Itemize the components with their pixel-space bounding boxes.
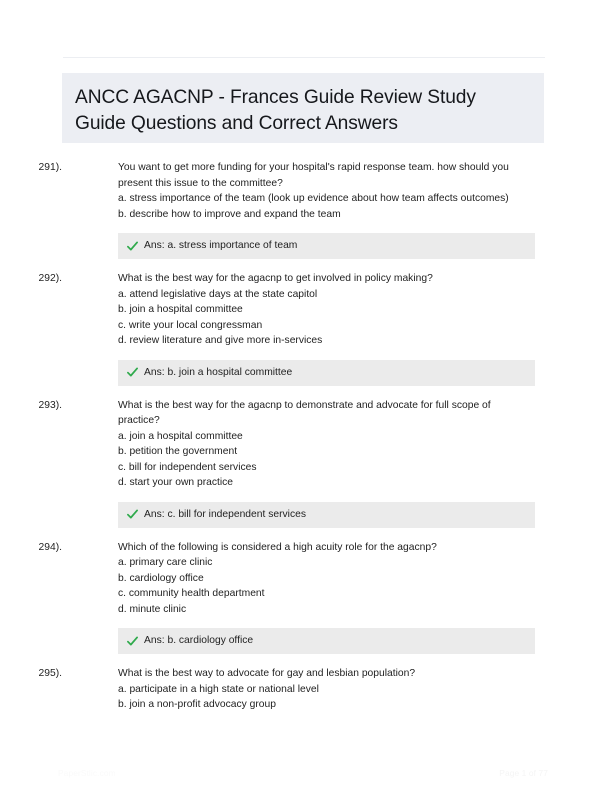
correct-answer-box xyxy=(118,502,535,528)
check-icon xyxy=(127,509,138,520)
question-number: 293). xyxy=(38,399,62,411)
question-prompt: What is the best way for the agacnp to demonstrate and advocate for full scope of practice? xyxy=(118,399,491,426)
question-number: 292). xyxy=(38,273,62,284)
question-body xyxy=(118,398,535,491)
correct-answer-text: Ans: a. stress importance of team xyxy=(144,240,298,251)
answer-choice[interactable]: d. start your own practice xyxy=(118,477,234,488)
correct-answer-box xyxy=(118,233,535,259)
correct-answer-text: Ans: b. cardiology office xyxy=(144,635,254,646)
document-header xyxy=(62,73,544,143)
question-body xyxy=(118,666,535,713)
answer-choice[interactable]: b. cardiology office xyxy=(118,572,204,584)
answer-choice[interactable]: a. stress importance of the team (look up evidence about how team affects outcomes) xyxy=(118,193,509,204)
question-prompt: Which of the following is considered a high acuity role for the agacnp? xyxy=(118,541,437,553)
answer-choice[interactable]: b. describe how to improve and expand the team xyxy=(118,208,341,220)
correct-answer-text: Ans: b. join a hospital committee xyxy=(144,366,293,378)
answer-choice[interactable]: c. bill for independent services xyxy=(118,461,257,473)
page-number-label: Page 1 of 77 xyxy=(499,768,548,778)
answer-choice[interactable]: d. minute clinic xyxy=(118,603,187,615)
answer-choice[interactable]: c. community health department xyxy=(118,588,265,599)
question-item xyxy=(0,540,606,655)
check-icon xyxy=(127,241,138,252)
question-list xyxy=(0,160,606,725)
question-number: 294). xyxy=(38,541,62,553)
question-body xyxy=(118,271,535,349)
question-prompt: You want to get more funding for your hospital's rapid response team. how should you present this issue to the committee? xyxy=(118,162,509,189)
check-icon xyxy=(127,636,138,647)
question-item xyxy=(0,271,606,386)
check-icon xyxy=(127,367,138,378)
answer-choice[interactable]: a. attend legislative days at the state capitol xyxy=(118,288,318,300)
question-prompt: What is the best way for the agacnp to get involved in policy making? xyxy=(118,273,433,284)
correct-answer-text: Ans: c. bill for independent services xyxy=(144,508,306,520)
answer-choice[interactable]: d. review literature and give more in-services xyxy=(118,335,323,346)
question-number: 295). xyxy=(38,668,62,679)
page-title: ANCC AGACNP - Frances Guide Review Study Guide Questions and Correct Answers xyxy=(75,87,476,134)
header-divider xyxy=(63,57,545,58)
question-number: 291). xyxy=(38,162,62,173)
answer-choice[interactable]: a. primary care clinic xyxy=(118,557,213,568)
correct-answer-box xyxy=(118,628,535,654)
page-footer xyxy=(0,768,606,782)
question-prompt: What is the best way to advocate for gay and lesbian population? xyxy=(118,668,416,679)
question-item xyxy=(0,666,606,713)
question-item xyxy=(0,160,606,259)
answer-choice[interactable]: b. join a non-profit advocacy group xyxy=(118,699,276,710)
answer-choice[interactable]: b. join a hospital committee xyxy=(118,304,243,315)
correct-answer-box xyxy=(118,360,535,386)
answer-choice[interactable]: a. participate in a high state or national level xyxy=(118,683,319,695)
answer-choice[interactable]: c. write your local congressman xyxy=(118,319,263,331)
question-body xyxy=(118,160,535,222)
question-body xyxy=(118,540,535,618)
answer-choice[interactable]: a. join a hospital committee xyxy=(118,430,243,442)
question-item xyxy=(0,398,606,528)
answer-choice[interactable]: b. petition the government xyxy=(118,446,238,457)
watermark-text: PaperStlic.com xyxy=(58,768,116,778)
